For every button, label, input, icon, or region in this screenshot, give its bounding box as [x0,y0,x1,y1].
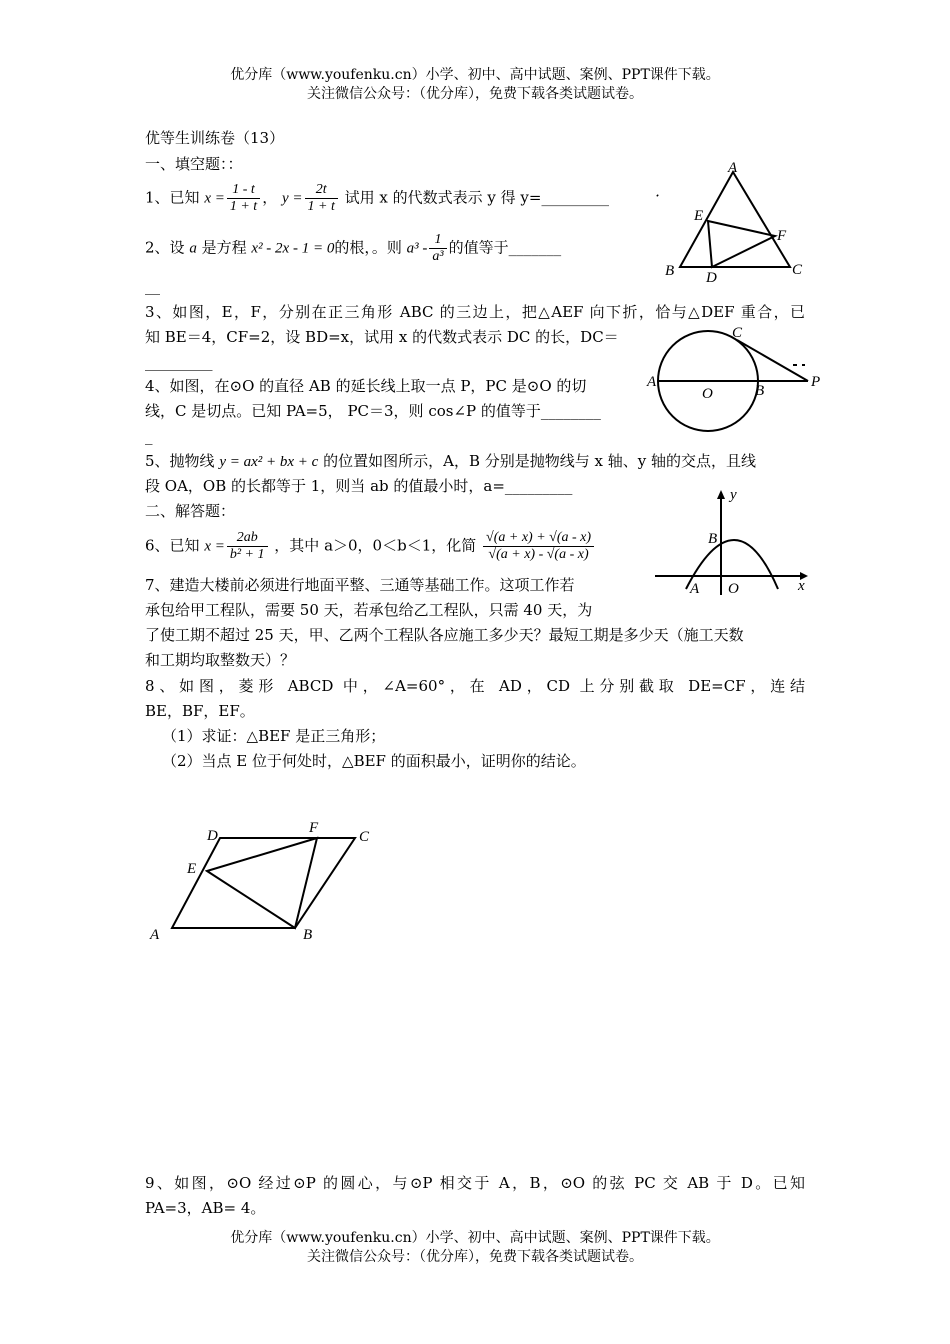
label-F: F [309,820,319,836]
rhombus-abcd [172,838,355,928]
q6-radical-fraction [483,530,594,563]
q7-line-2: 承包给甲工程队，需要 50 天，若承包给乙工程队，只需 40 天，为 [145,601,593,619]
parabola-figure [650,485,815,600]
q2-frac-denominator: a³ [432,249,444,264]
q2-prefix: 2、设 [145,238,185,257]
q6-prefix: 6、已知 [145,536,200,555]
q5-line-1 [145,451,756,472]
q2-mid: 是方程 [201,238,247,257]
q7-line-1: 7、建造大楼前必须进行地面平整、三通等基础工作。这项工作若 [145,576,575,594]
label-C: C [359,829,370,845]
q1-y-fraction [305,182,338,215]
q4-line-3: _ [145,427,153,445]
q8-line-1: 8、如图，菱形 ABCD 中，∠A=60°，在 AD，CD 上分别截取 DE=CF，连结 [145,677,805,695]
q6-radical-top: √(a + x) + √(a - x) [483,530,594,547]
q6-mid: ，其中 a＞0，0＜b＜1，化简 [274,536,477,555]
footer-line-2: 关注微信公众号：（优分库），免费下载各类试题试卷。 [307,1249,643,1265]
q2-fraction [429,232,446,265]
y-axis-arrow [717,490,725,499]
q5-line-2: 段 OA，OB 的长都等于 1，则当 ab 的值最小时，a=_________ [145,477,573,495]
q9-line-1: 9、如图，⊙O 经过⊙P 的圆心，与⊙P 相交于 A，B，⊙O 的弦 PC 交 AB 于 D。已知 [145,1174,805,1192]
tangent-line [737,340,808,381]
q9-line-2: PA=3，AB= 4。 [145,1199,266,1217]
q2-continuation: __ [145,277,160,295]
q4-line-2: 线，C 是切点。已知 PA=5， PC＝3，则 cos∠P 的值等于________ [145,402,601,420]
q1-y-lhs: y = [281,190,303,207]
section-fill-blank: 一、填空题：： [145,155,243,173]
label-E: E [694,208,704,224]
label-B: B [665,263,675,279]
q2-frac-numerator: 1 [429,232,446,249]
label-C: C [792,262,803,278]
label-F: F [777,228,787,244]
label-A: A [647,374,657,390]
q6-numerator: 2ab [227,530,268,547]
q2-suffix: 的值等于_______ [448,238,562,257]
label-A: A [150,927,160,943]
q5-prefix: 5、抛物线 [145,452,215,470]
q7-line-4: 和工期均取整数天）？ [145,651,296,669]
q1-x-denominator: 1 + t [229,199,258,214]
header-line-2: 关注微信公众号：（优分库），免费下载各类试题试卷。 [307,86,643,102]
label-O: O [728,581,739,597]
label-D: D [207,828,218,844]
q2-root-text: 的根，。则 [334,238,402,257]
question-1: 1、已知 x = $\frac{1 - t}{1 + t}$ ， y = $\frac{2t}{1 + t}$ 试用 x 的代数式表示 y 得 y=_________ [145,182,609,214]
label-B: B [303,927,313,943]
q2-expression: a³ - [406,240,428,257]
q8-sub-2: （2）当点 E 位于何处时，△BEF 的面积最小，证明你的结论。 [162,752,586,770]
label-y: y [730,487,737,503]
q1-x-numerator: 1 - t [227,182,260,199]
label-E: E [187,861,197,877]
dot-mark [657,195,658,196]
q7-line-3: 了使工期不超过 25 天，甲、乙两个工程队各应施工多少天？最短工期是多少天（施工天数 [145,626,744,644]
label-O: O [702,386,713,402]
q1-y-numerator: 2t [305,182,338,199]
q3-line-3: _________ [145,353,213,371]
q3-line-2: 知 BE＝4，CF=2，设 BD=x，试用 x 的代数式表示 DC 的长，DC＝ [145,328,619,346]
header-line-1: 优分库（www.youfenku.cn）小学、初中、高中试题、案例、PPT课件下载。 [230,67,720,83]
label-B: B [708,531,718,547]
q8-sub-1: （1）求证：△BEF 是正三角形； [162,727,386,745]
rhombus-figure [145,815,385,945]
section-answer: 二、解答题： [145,502,236,520]
q5-suffix: 的位置如图所示，A，B 分别是抛物线与 x 轴、y 轴的交点，且线 [323,452,756,470]
label-D: D [706,270,717,286]
q1-suffix: 试用 x 的代数式表示 y 得 y=_________ [344,188,609,207]
q6-x-fraction [227,530,268,563]
label-P: P [811,374,821,390]
q1-prefix: 1、已知 [145,188,200,207]
triangle-figure [650,160,820,285]
question-2 [145,232,561,265]
label-A: A [728,160,738,176]
q4-line-1: 4、如图，在⊙O 的直径 AB 的延长线上取一点 P，PC 是⊙O 的切 [145,377,587,395]
q8-line-2: BE，BF，EF。 [145,702,255,720]
q6-radical-bottom: √(a + x) - √(a - x) [488,547,589,562]
q1-x-lhs: x = [204,190,225,207]
page-title: 优等生训练卷（13） [145,129,285,147]
q6-lhs: x = [204,538,225,555]
q5-equation: y = ax² + bx + c [219,454,319,470]
triangle-bef [207,838,317,928]
q2-var-a: a [189,240,197,257]
q3-line-1: 3、如图，E，F，分别在正三角形 ABC 的三边上，把△AEF 向下折，恰与△DEF 重合，已 [145,303,805,321]
q2-equation: x² - 2x - 1 = 0 [251,240,335,257]
circle-figure [645,323,825,433]
footer-line-1: 优分库（www.youfenku.cn）小学、初中、高中试题、案例、PPT课件下载。 [230,1230,720,1246]
label-C: C [732,325,743,341]
question-6 [145,530,596,563]
label-B: B [755,383,765,399]
label-A: A [690,581,700,597]
q1-x-fraction [227,182,260,215]
q6-denominator: b² + 1 [229,547,265,562]
q1-y-denominator: 1 + t [307,199,335,214]
triangle-def [708,221,775,267]
label-x: x [798,578,805,594]
